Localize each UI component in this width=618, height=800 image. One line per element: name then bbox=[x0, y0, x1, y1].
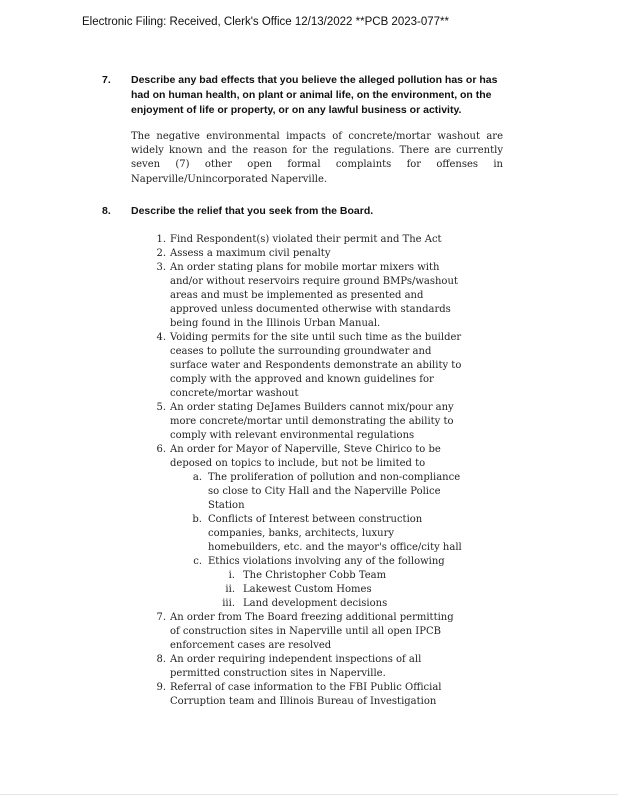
relief-item-number: 8. bbox=[156, 654, 166, 665]
relief-item-number: 9. bbox=[156, 682, 166, 693]
relief-item-line: and/or without reservoirs require ground BMPs/washout bbox=[170, 276, 458, 287]
relief-item-line: deposed on topics to include, but not be limited to bbox=[170, 458, 426, 469]
relief-item-number: c. bbox=[193, 556, 202, 567]
relief-item-line: Conflicts of Interest between construction bbox=[208, 514, 423, 525]
relief-item-line: Corruption team and Illinois Bureau of Investigation bbox=[170, 696, 437, 707]
filing-header: Electronic Filing: Received, Clerk's Office 12/13/2022 **PCB 2023-077** bbox=[82, 16, 449, 28]
relief-item-line: An order requiring independent inspections of all bbox=[170, 654, 422, 665]
relief-item-line: comply with the approved and known guidelines for bbox=[170, 374, 434, 385]
relief-item-line: concrete/mortar washout bbox=[170, 388, 299, 399]
relief-item-line: companies, banks, architects, luxury bbox=[208, 528, 395, 539]
relief-item-number: 7. bbox=[156, 612, 166, 623]
relief-item-line: The Christopher Cobb Team bbox=[243, 570, 387, 581]
relief-item-line: approved unless documented otherwise with standards bbox=[170, 304, 451, 315]
relief-item-line: An order from The Board freezing additional permitting bbox=[170, 612, 454, 623]
relief-item-line: Lakewest Custom Homes bbox=[243, 584, 372, 595]
relief-item-line: Find Respondent(s) violated their permit and The Act bbox=[170, 234, 442, 245]
question-7-line-2: had on human health, on plant or animal life, on the environment, on the bbox=[131, 89, 492, 101]
question-7-line-3: enjoyment of life or property, or on any lawful business or activity. bbox=[131, 104, 462, 116]
relief-item-line: The proliferation of pollution and non-compliance bbox=[208, 472, 461, 483]
relief-item-line: of construction sites in Naperville until all open IPCB bbox=[170, 626, 441, 637]
relief-item-line: being found in the Illinois Urban Manual. bbox=[170, 318, 381, 329]
relief-item-line: Ethics violations involving any of the following bbox=[208, 556, 445, 567]
relief-item-number: iii. bbox=[222, 598, 235, 609]
relief-item-line: comply with relevant environmental regulations bbox=[170, 430, 415, 441]
relief-item-line: enforcement cases are resolved bbox=[170, 640, 332, 651]
question-8-number: 8. bbox=[102, 205, 111, 217]
relief-item-number: 5. bbox=[156, 402, 166, 413]
relief-item-number: 2. bbox=[156, 248, 166, 259]
relief-item-line: more concrete/mortar until demonstrating the ability to bbox=[170, 416, 454, 427]
relief-item-number: 3. bbox=[156, 262, 166, 273]
relief-item-line: homebuilders, etc. and the mayor's office/city hall bbox=[208, 542, 462, 553]
relief-item-line: Assess a maximum civil penalty bbox=[170, 248, 331, 259]
question-7-answer: The negative environmental impacts of concrete/mortar washout are widely known and the reason for the regulations. There are currently seven (7) other open formal complaints for offenses in Naperville/Unincorporated Naperville. bbox=[131, 131, 503, 185]
relief-item-line: An order stating DeJames Builders cannot mix/pour any bbox=[170, 402, 454, 413]
relief-item-number: 1. bbox=[156, 234, 166, 245]
relief-item-line: surface water and Respondents demonstrate an ability to bbox=[170, 360, 462, 371]
relief-item-number: 6. bbox=[156, 444, 166, 455]
relief-item-line: so close to City Hall and the Naperville Police bbox=[208, 486, 441, 497]
relief-item-line: Referral of case information to the FBI Public Official bbox=[170, 682, 442, 693]
relief-item-number: b. bbox=[192, 514, 202, 525]
relief-item-line: permitted construction sites in Naperville. bbox=[170, 668, 386, 679]
page-edge-divider bbox=[0, 794, 618, 795]
relief-item-number: i. bbox=[228, 570, 235, 581]
relief-item-number: ii. bbox=[225, 584, 235, 595]
relief-item-line: Voiding permits for the site until such time as the builder bbox=[170, 332, 462, 343]
relief-item-number: 4. bbox=[156, 332, 166, 343]
relief-item-line: ceases to pollute the surrounding groundwater and bbox=[170, 346, 432, 357]
question-8-text: Describe the relief that you seek from the Board. bbox=[131, 205, 374, 217]
relief-item-line: An order for Mayor of Naperville, Steve Chirico to be bbox=[170, 444, 441, 455]
relief-item-number: a. bbox=[192, 472, 202, 483]
relief-item-line: areas and must be implemented as presented and bbox=[170, 290, 424, 301]
relief-item-line: Land development decisions bbox=[243, 598, 388, 609]
question-7-line-1: Describe any bad effects that you believe the alleged pollution has or has bbox=[131, 74, 498, 86]
relief-item-line: An order stating plans for mobile mortar mixers with bbox=[170, 262, 440, 273]
relief-item-line: Station bbox=[208, 500, 245, 511]
question-7-number: 7. bbox=[102, 74, 111, 86]
